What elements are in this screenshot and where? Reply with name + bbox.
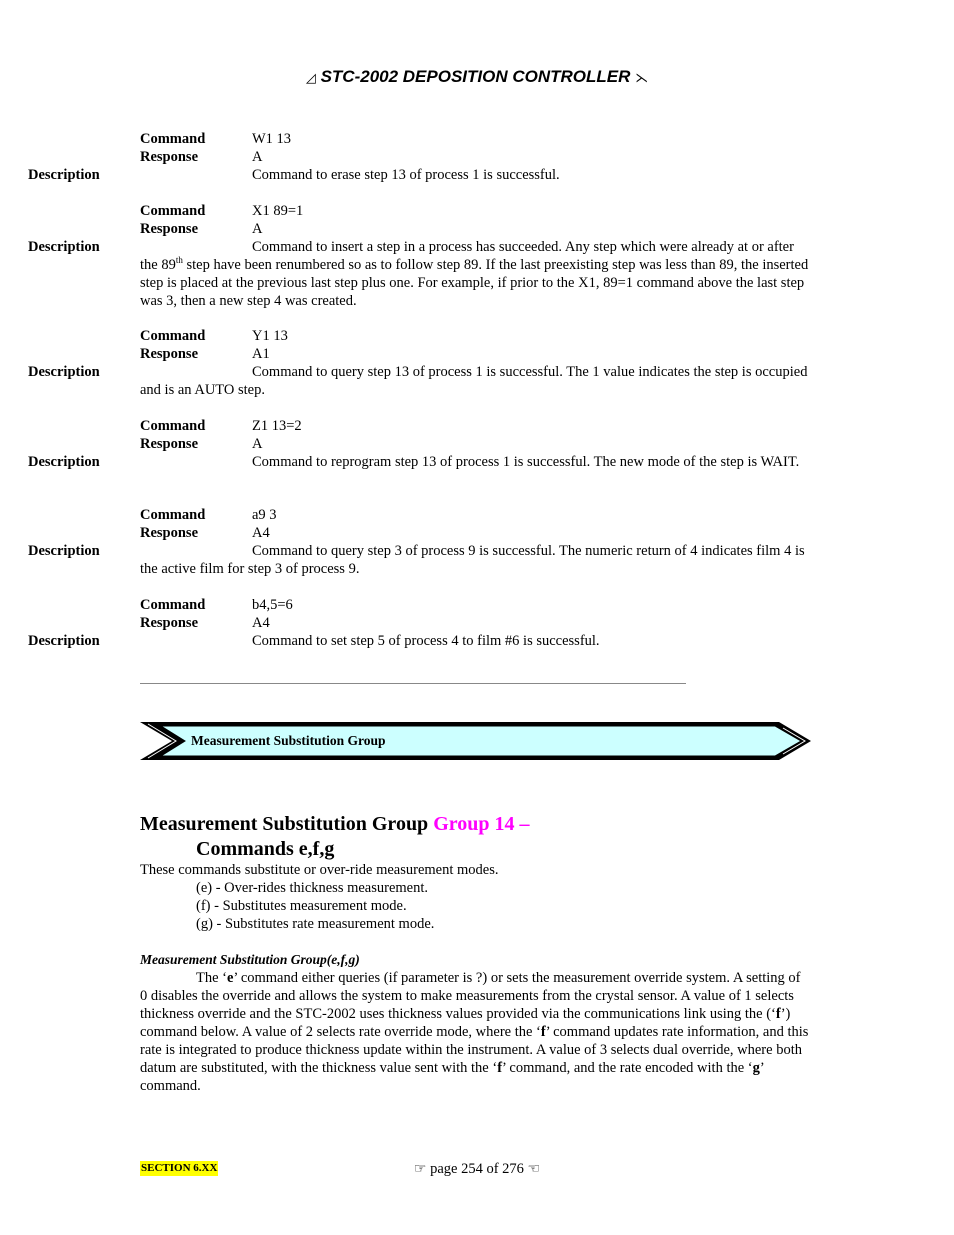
description-label: Description [28, 167, 100, 183]
group-number: Group 14 – [433, 813, 530, 835]
pointing-right-hand-icon: ☞ [413, 1161, 427, 1177]
command-value: X1 89=1 [252, 203, 304, 219]
command-value: b4,5=6 [252, 597, 293, 613]
command-example [28, 596, 810, 650]
command-example [28, 202, 810, 310]
description-label: Description [28, 239, 100, 255]
response-value: A [252, 436, 263, 452]
description-label: Description [28, 633, 100, 649]
page-number-text: page 254 of 276 [430, 1161, 524, 1177]
response-value: A [252, 149, 263, 165]
response-label: Response [140, 525, 199, 541]
body-text: ’ command. [140, 1060, 764, 1094]
response-label: Response [140, 436, 199, 452]
command-value: a9 3 [252, 507, 277, 523]
response-label: Response [140, 221, 199, 237]
command-value: Z1 13=2 [252, 418, 302, 434]
command-label: Command [140, 328, 206, 344]
description-label: Description [28, 543, 100, 559]
description-text: Command to reprogram step 13 of process 1 is successful. The new mode of the step is WAIT. [252, 454, 800, 470]
description-text: Command to erase step 13 of process 1 is successful. [252, 167, 560, 183]
body-text: ’) command below. A value of 2 selects rate override mode, where the ‘ [140, 1006, 791, 1040]
description-text: Command to set step 5 of process 4 to film #6 is successful. [252, 633, 600, 649]
page-number [0, 1160, 954, 1178]
command-letter: f [497, 1060, 503, 1076]
command-example [28, 130, 810, 184]
header-title: STC-2002 DEPOSITION CONTROLLER [320, 67, 631, 86]
intro-text: These commands substitute or over-ride measurement modes. [140, 862, 499, 878]
command-label: Command [140, 418, 206, 434]
ordinal-suffix: th [175, 255, 183, 266]
command-letter: f [540, 1024, 546, 1040]
lambda-ornament-icon: ⋋ [635, 70, 649, 85]
body-text: ’ command updates rate information, and this rate is integrated to produce thickness update within the instrument. A value of 3 selects dual override, where both datum are substituted, with the thickness value sent with the ‘ [140, 1024, 809, 1076]
command-label: Command [140, 203, 206, 219]
description-label: Description [28, 364, 100, 380]
body-text: The ‘ [196, 970, 227, 986]
list-item: (f) - Substitutes measurement mode. [196, 898, 407, 914]
triangle-ornament-icon: ◿ [305, 70, 316, 85]
command-example [28, 417, 810, 471]
section-heading-text: Measurement Substitution Group [140, 813, 429, 835]
response-value: A4 [252, 525, 270, 541]
list-item: (g) - Substitutes rate measurement mode. [196, 916, 435, 932]
response-label: Response [140, 346, 199, 362]
body-text: ’ command, and the rate encoded with the ‘ [502, 1060, 753, 1076]
subheading [140, 951, 810, 969]
command-label: Command [140, 597, 206, 613]
command-label: Command [140, 507, 206, 523]
description-text: Command to query step 3 of process 9 is successful. The numeric return of 4 indicates film 4 is the active film for step 3 of process 9. [140, 543, 805, 577]
page-header [0, 66, 954, 89]
command-example [28, 506, 810, 578]
command-letter: e [227, 970, 234, 986]
command-value: Y1 13 [252, 328, 288, 344]
body-text: ’ command either queries (if parameter is ?) or sets the measurement override system. A setting of 0 disables the override and allows the system to make measurements from the crystal sensor. A value of 1 selects thickness override and the STC-2002 uses thickness values provided via the communications link using the (‘ [140, 970, 801, 1022]
description-text-cont: step have been renumbered so as to follow step 89. If the last preexisting step was less than 89, the inserted step is placed at the previous last step plus one. For example, if prior to the X1, 89=1 command above the last step was 3, then a new step 4 was created. [140, 257, 809, 309]
description-label: Description [28, 454, 100, 470]
body-paragraph [140, 969, 810, 1095]
response-label: Response [140, 615, 199, 631]
subheading-text: Measurement Substitution Group(e,f,g) [140, 952, 360, 967]
response-value: A [252, 221, 263, 237]
section-heading [140, 812, 530, 837]
section-badge: SECTION 6.XX [141, 1162, 218, 1174]
command-letter: g [752, 1060, 760, 1076]
banner-label: Measurement Substitution Group [191, 733, 386, 748]
section-banner [139, 720, 813, 762]
intro-block [140, 861, 810, 933]
description-text: Command to insert a step in a process has succeeded. Any step which were already at or after the 89 [140, 239, 794, 273]
response-label: Response [140, 149, 199, 165]
command-label: Command [140, 131, 206, 147]
response-value: A1 [252, 346, 270, 362]
response-value: A4 [252, 615, 270, 631]
horizontal-divider [140, 683, 686, 684]
description-text: Command to query step 13 of process 1 is successful. The 1 value indicates the step is occupied and is an AUTO step. [140, 364, 808, 398]
pointing-left-hand-icon: ☜ [527, 1161, 541, 1177]
command-example [28, 327, 810, 399]
section-subheading: Commands e,f,g [196, 838, 335, 860]
list-item: (e) - Over-rides thickness measurement. [196, 880, 429, 896]
command-letter: f [775, 1006, 781, 1022]
command-value: W1 13 [252, 131, 292, 147]
